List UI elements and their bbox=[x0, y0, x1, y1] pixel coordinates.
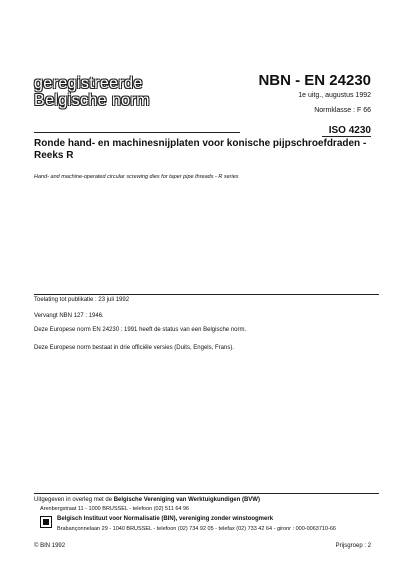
bin-logo-icon bbox=[40, 516, 52, 528]
dutch-title: Ronde hand- en machinesnijplaten voor konische pijpschroefdraden - Reeks R bbox=[34, 138, 367, 161]
edition-date: 1e uitg., augustus 1992 bbox=[298, 92, 371, 99]
body-divider bbox=[34, 294, 379, 295]
copyright: © BIN 1992 bbox=[34, 543, 66, 549]
publisher-line bbox=[34, 497, 260, 503]
footer-divider bbox=[34, 493, 379, 494]
iso-underline bbox=[322, 136, 371, 137]
registered-standard-title bbox=[34, 75, 150, 109]
iso-number: ISO 4230 bbox=[328, 125, 371, 136]
standard-class: Normklasse : F 66 bbox=[314, 107, 371, 114]
versions-note: Deze Europese norm bestaat in drie officiële versies (Duits, Engels, Frans). bbox=[34, 345, 234, 351]
status-note: Deze Europese norm EN 24230 : 1991 heeft de status van een Belgische norm. bbox=[34, 327, 247, 333]
title-line-2: Belgische norm bbox=[34, 92, 150, 109]
standard-number: NBN - EN 24230 bbox=[258, 72, 371, 89]
title-line-1: geregistreerde bbox=[34, 75, 143, 92]
publisher-name: Belgische Vereniging van Werktuigkundigen (BVW) bbox=[113, 497, 260, 503]
price-group: Prijsgroep : 2 bbox=[335, 543, 371, 549]
institute-name: Belgisch Instituut voor Normalisatie (BIN), vereniging zonder winstoogmerk bbox=[57, 516, 274, 522]
publication-approval: Toelating tot publikatie : 23 juli 1992 bbox=[34, 297, 130, 303]
publisher-address: Arenbergstraat 11 - 1000 BRUSSEL - telefoon (02) 511 64 96 bbox=[40, 506, 190, 512]
replaces-note: Vervangt NBN 127 : 1946. bbox=[34, 313, 104, 319]
header-divider bbox=[34, 132, 240, 133]
english-title: Hand- and machine-operated circular screwing dies for taper pipe threads - R series bbox=[34, 174, 239, 180]
institute-address: Brabançonnelaan 29 - 1040 BRUSSEL - telefoon (02) 734 92 05 - telefax (02) 733 42 64 - gironr : 000-0063710-66 bbox=[57, 526, 336, 532]
publisher-prefix: Uitgegeven in overleg met de bbox=[34, 497, 113, 503]
